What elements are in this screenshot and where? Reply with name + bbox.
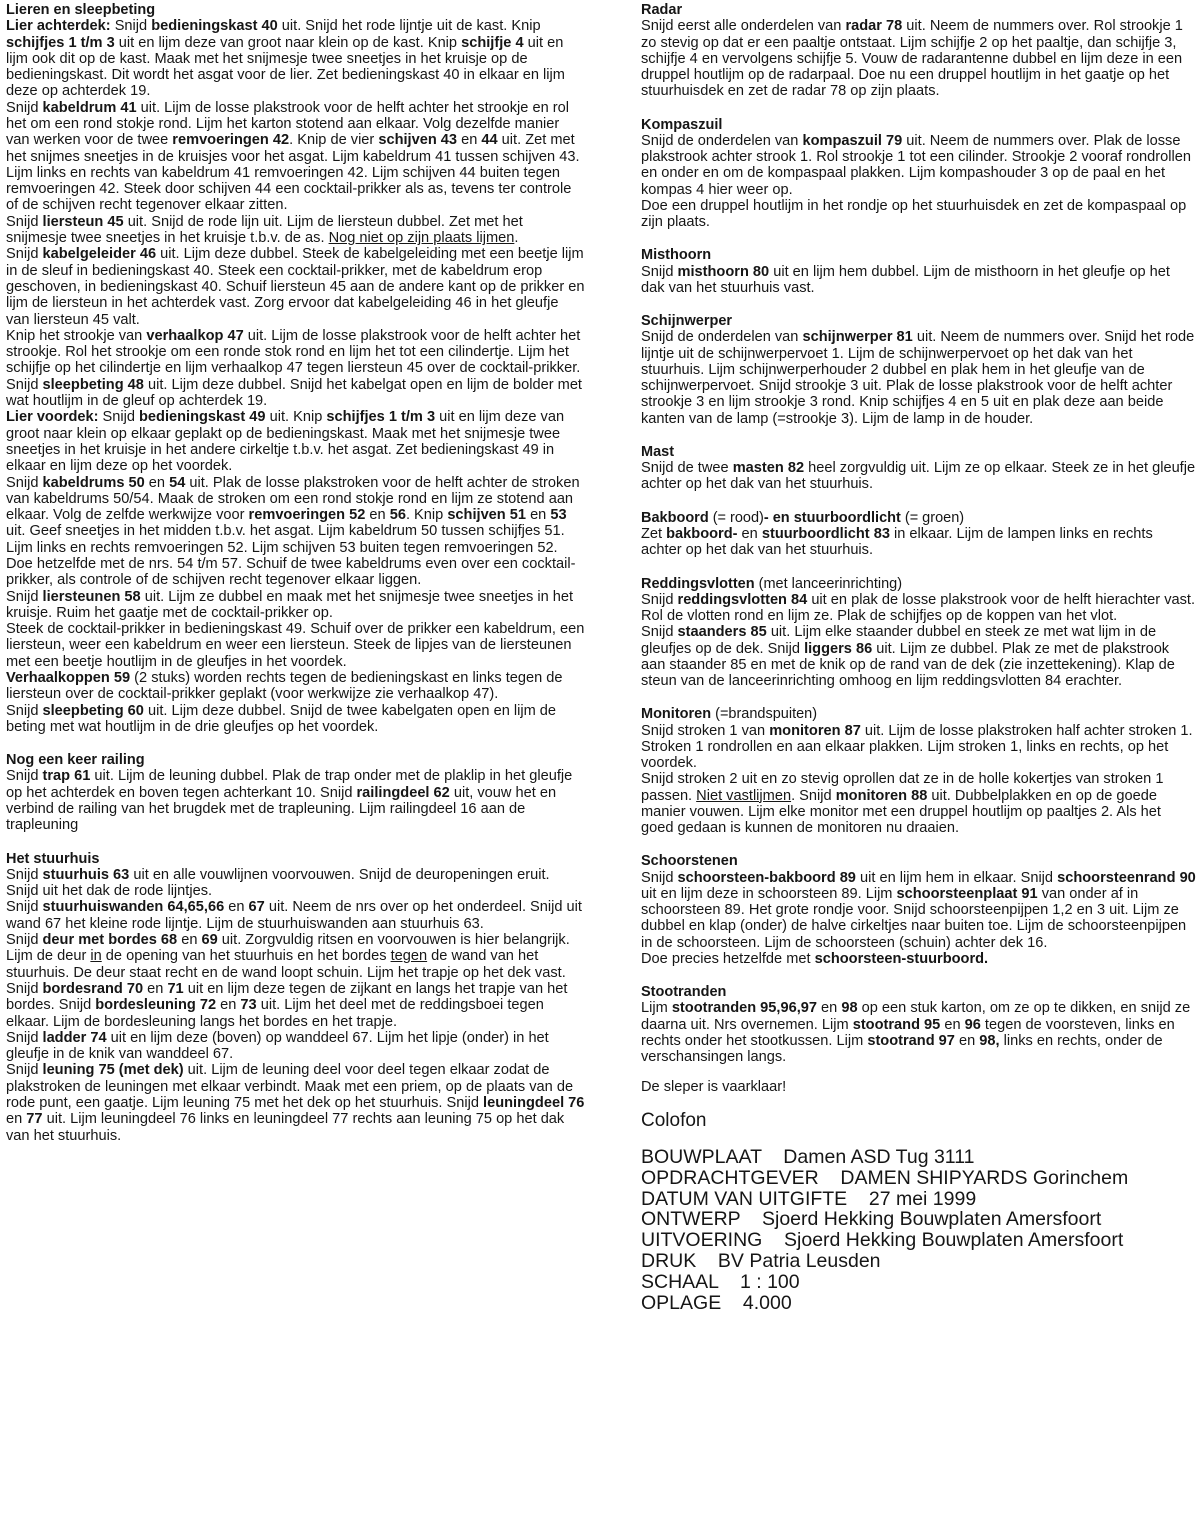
paragraph: Knip het strookje van verhaalkop 47 uit. Lijm de losse plakstrook voor de helft achter het strookje. Rol het strookje om een ronde stok rond en lijm het tot een cilindertje. Lijm het schijfje op het cilindertje en lijm verhaalkop 47 tegen liersteun 45 over de cocktail-prikker. xyxy=(6,327,581,377)
colofon-line: OPDRACHTGEVER DAMEN SHIPYARDS Gorinchem xyxy=(641,1166,1129,1189)
colofon-line: ONTWERP Sjoerd Hekking Bouwplaten Amersfoort xyxy=(641,1208,1102,1231)
paragraph: Snijd deur met bordes 68 en 69 uit. Zorgvuldig ritsen en voorvouwen is hier belangrijk. Lijm de deur in de opening van het stuurhuis en het bordes tegen de wand van het stuurhuis. De deur staat recht en de wand loopt schuin. Lijm het trapje op het dek vast. xyxy=(6,932,570,981)
section-nog-een-keer-railing xyxy=(6,752,586,833)
paragraph: Snijd de twee masten 82 heel zorgvuldig uit. Lijm ze op elkaar. Steek ze in het gleufje achter op het dak van het stuurhuis. xyxy=(641,460,1196,493)
section-radar xyxy=(641,2,1197,100)
section-heading: Het stuurhuis xyxy=(6,850,100,867)
paragraph: Lier voordek: Snijd bedieningskast 49 uit. Knip schijfjes 1 t/m 3 uit en lijm deze van groot naar klein op elkaar geplakt op de bedieningskast. Maak met het snijmesje twee sneetjes in het kruisje in het andere cirkeltje t.b.v. het asgat. Zet bedieningskast 49 in elkaar en lijm deze op het voordek. xyxy=(6,409,565,475)
paragraph: Snijd stuurhuis 63 uit en alle vouwlijnen voorvouwen. Snijd de deuropeningen eruit. Snijd uit het dak de rode lijntjes. xyxy=(6,866,550,900)
colofon-line: UITVOERING Sjoerd Hekking Bouwplaten Amersfoort xyxy=(641,1229,1124,1252)
paragraph: Snijd sleepbeting 60 uit. Lijm deze dubbel. Snijd de twee kabelgaten open en lijm de beting met wat houtlijm in de drie gleufjes op het voordek. xyxy=(6,702,557,735)
section-kompaszuil xyxy=(641,117,1197,231)
paragraph: Snijd bordesrand 70 en 71 uit en lijm deze tegen de zijkant en langs het trapje van het bordes. Snijd bordesleuning 72 en 73 uit. Lijm het deel met de reddingsboei tegen elkaar. Lijm de bordesleuning langs het bordes en het trapje. xyxy=(6,980,568,1030)
section-heading: Stootranden xyxy=(641,984,727,1001)
section-stootranden xyxy=(641,984,1197,1065)
paragraph: Snijd ladder 74 uit en lijm deze (boven) op wanddeel 67. Lijm het lipje (onder) in het gleufje in de knik van wanddeel 67. xyxy=(6,1029,549,1063)
colofon-line: DRUK BV Patria Leusden xyxy=(641,1250,881,1273)
paragraph: Snijd sleepbeting 48 uit. Lijm deze dubbel. Snijd het kabelgat open en lijm de bolder met wat houtlijm in de gleuf op achterdek 19. xyxy=(6,376,582,410)
paragraph: Snijd leuning 75 (met dek) uit. Lijm de leuning deel voor deel tegen elkaar zodat de plakstroken de leuningen met elkaar verbindt. Maak met een priem, op de plaats van de rode punt, een gaatje. Lijm leuning 75 met het dek op het stuurhuis. Snijd leuningdeel 76 en 77 uit. Lijm leuningdeel 76 links en leuningdeel 77 rechts aan leuning 75 op het dak van het stuurhuis. xyxy=(6,1062,585,1144)
paragraph: Snijd staanders 85 uit. Lijm elke staander dubbel en steek ze met wat lijm in de gleufjes op de dek. Snijd liggers 86 uit. Lijm ze dubbel. Plak ze met de plakstrook aan staander 85 en met de knik op de rand van de dek (zie inzettekening). Klap de steun van de lanceerinrichting omhoog en lijm reddingsvlotten 84 erachter. xyxy=(641,624,1175,690)
section-heading: Reddingsvlotten (met lanceerinrichting) xyxy=(641,575,903,592)
paragraph: Snijd schoorsteen-bakboord 89 uit en lijm hem in elkaar. Snijd schoorsteenrand 90 uit en lijm deze in schoorsteen 89. Lijm schoorsteenplaat 91 van onder af in schoorsteen 89. Het grote rondje voor. Snijd schoorsteenpijpen 1,2 en 3 uit. Lijm ze dubbel en klap (onder) de halve cirkeltjes naar buiten toe. Lijm de schoorsteenpijpen in de schoorsteen. Lijm de schoorsteen (schuin) achter dek 16. xyxy=(641,869,1196,951)
paragraph: Snijd kabelgeleider 46 uit. Lijm deze dubbel. Steek de kabelgeleiding met een beetje lijm in de sleuf in bedieningskast 40. Steek een cocktail-prikker, met de kabeldrum erop geschoven, in bedieningskast 40. Schuif liersteun 45 aan de andere kant op de prikker en lijm de liersteun in het achterdek vast. Zorg ervoor dat kabelgeleiding 46 in het gleufje van liersteun 45 valt. xyxy=(6,246,585,328)
paragraph: Snijd reddingsvlotten 84 uit en plak de losse plakstrook voor de helft hierachter vast. Rol de vlotten rond en lijm ze. Plak de schijfjes op de koppen van het vlot. xyxy=(641,591,1196,625)
paragraph: Snijd liersteunen 58 uit. Lijm ze dubbel en maak met het snijmesje twee sneetjes in het kruisje. Ruim het gaatje met de cocktail-prikker op. xyxy=(6,588,574,621)
section-heading: Kompaszuil xyxy=(641,116,723,133)
section-het-stuurhuis xyxy=(6,851,586,1144)
left-column xyxy=(6,2,586,1144)
section-schoorstenen xyxy=(641,853,1197,967)
section-heading: Schijnwerper xyxy=(641,313,733,330)
paragraph: Snijd stuurhuiswanden 64,65,66 en 67 uit. Neem de nrs over op het onderdeel. Snijd uit wand 67 het kleine rode lijntje. Lijm de stuurhuiswanden aan stuurhuis 63. xyxy=(6,899,582,932)
paragraph: Lier achterdek: Snijd bedieningskast 40 uit. Snijd het rode lijntje uit de kast. Knip schijfjes 1 t/m 3 uit en lijm deze van groot naar klein op de kast. Knip schijfje 4 uit en lijm ook dit op de kast. Maak met het snijmesje twee sneetjes in het kruisje op de bedieningskast. Dit wordt het asgat voor de lier. Zet bedieningskast 40 in elkaar en lijm deze op achterdek 19. xyxy=(6,18,565,100)
colofon-line: BOUWPLAAT Damen ASD Tug 3111 xyxy=(641,1145,975,1168)
section-misthoorn xyxy=(641,247,1197,296)
paragraph: Lijm stootranden 95,96,97 en 98 op een stuk karton, om ze op te dikken, en snijd ze daarna uit. Nrs overnemen. Lijm stootrand 95 en 96 tegen de voorsteven, links en rechts onder het stootkussen. Lijm stootrand 97 en 98, links en rechts, onder de verschansingen langs. xyxy=(641,1000,1191,1066)
paragraph: Doe een druppel houtlijm in het rondje op het stuurhuisdek en zet de kompaspaal op zijn plaats. xyxy=(641,197,1187,231)
paragraph: Snijd stroken 1 van monitoren 87 uit. Lijm de losse plakstroken half achter stroken 1. Stroken 1 rondrollen en aan elkaar plakken. Lijm stroken 1, links en rechts, op het voordek. xyxy=(641,722,1193,772)
paragraph: Snijd kabeldrums 50 en 54 uit. Plak de losse plakstroken voor de helft achter de stroken van kabeldrums 50/54. Maak de stroken om een rond stokje rond en lijm ze stotend aan elkaar. Volg de zelfde werkwijze voor remvoeringen 52 en 56. Knip schijven 51 en 53 uit. Geef sneetjes in het midden t.b.v. het asgat. Lijm kabeldrum 50 tussen schijfjes 51. Lijm links en rechts remvoeringen 52. Lijm schijven 53 buiten tegen remvoeringen 52. Doe hetzelfde met de nrs. 54 t/m 57. Schuif de twee kabeldrums even over een cocktail-prikker, als controle of de schijven recht tegenover elkaar liggen. xyxy=(6,474,580,589)
colofon-line: OPLAGE 4.000 xyxy=(641,1292,792,1315)
paragraph: Doe precies hetzelfde met schoorsteen-stuurboord. xyxy=(641,950,989,967)
colofon-line: DATUM VAN UITGIFTE 27 mei 1999 xyxy=(641,1187,977,1210)
closing-line: De sleper is vaarklaar! xyxy=(641,1079,787,1096)
section-mast xyxy=(641,444,1197,493)
right-column xyxy=(641,2,1197,1314)
colofon-title: Colofon xyxy=(641,1109,707,1131)
paragraph: Snijd misthoorn 80 uit en lijm hem dubbel. Lijm de misthoorn in het gleufje op het dak van het stuurhuis vast. xyxy=(641,263,1170,296)
paragraph: Verhaalkoppen 59 (2 stuks) worden rechts tegen de bedieningskast en links tegen de liersteun over de cocktail-prikker geplakt (voor werkwijze zie verhaalkop 47). xyxy=(6,670,563,703)
paragraph: Snijd trap 61 uit. Lijm de leuning dubbel. Plak de trap onder met de plaklip in het gleufje op het achterdek en boven tegen achterkant 10. Snijd railingdeel 62 uit, vouw het en verbind de railing van het brugdek met de trapleuning. Lijm railingdeel 16 aan de trapleuning xyxy=(6,768,573,834)
section-heading: Schoorstenen xyxy=(641,853,738,870)
paragraph: Snijd de onderdelen van kompaszuil 79 uit. Neem de nummers over. Plak de losse plakstrook achter strook 1. Rol strookje 1 tot een cilinder. Strookje 2 vooraf rondrollen en onder en om de kompaspaal plakken. Lijm kompashouder 3 op de paal en het kompas 4 hier weer op. xyxy=(641,132,1191,198)
colofon-line: SCHAAL 1 : 100 xyxy=(641,1271,800,1294)
section-schijnwerper xyxy=(641,313,1197,427)
paragraph: Zet bakboord- en stuurboordlicht 83 in elkaar. Lijm de lampen links en rechts achter op het dak van het stuurhuis. xyxy=(641,526,1153,559)
paragraph: Snijd stroken 2 uit en zo stevig oprollen dat ze in de holle kokertjes van stroken 1 passen. Niet vastlijmen. Snijd monitoren 88 uit. Dubbelplakken en op de goede manier vouwen. Lijm elke monitor met een druppel houtlijm op paaltjes 2. Als het goed gedaan is kunnen de monitoren nu draaien. xyxy=(641,771,1164,837)
colofon-list xyxy=(641,1147,1197,1314)
section-lieren-en-sleepbeting xyxy=(6,2,586,735)
section-bakboord-rood-en-stuurboordlicht-groen xyxy=(641,510,1197,559)
section-heading: Misthoorn xyxy=(641,247,712,264)
section-heading: Lieren en sleepbeting xyxy=(6,2,156,18)
section-heading: Radar xyxy=(641,2,683,18)
section-heading: Monitoren (=brandspuiten) xyxy=(641,706,818,723)
section-heading: Mast xyxy=(641,443,675,460)
section-monitoren-brandspuiten xyxy=(641,706,1197,836)
section-heading: Bakboord (= rood)- en stuurboordlicht (= groen) xyxy=(641,509,965,526)
right-sections xyxy=(641,2,1197,1065)
paragraph: Steek de cocktail-prikker in bedieningskast 49. Schuif over de prikker een kabeldrum, een liersteun, weer een kabeldrum en weer een liersteun. Steek de lipjes van de liersteunen met een beetje houtlijm in de gleufjes in het voordek. xyxy=(6,621,585,670)
paragraph: Snijd eerst alle onderdelen van radar 78 uit. Neem de nummers over. Rol strookje 1 zo stevig op dat er een paaltje ontstaat. Lijm schijfje 2 op het paaltje, dan schijfje 3, schijfje 4 en vervolgens schijfje 5. Vouw de radarantenne dubbel en lijm deze in een druppel houtlijm op de radarpaal. Doe nu een druppel houtlijm in het gaatje op het stuurhuisdek en zet de radar 78 op zijn plaats. xyxy=(641,18,1183,100)
section-reddingsvlotten-met-lanceerinrichting xyxy=(641,576,1197,690)
paragraph: Snijd kabeldrum 41 uit. Lijm de losse plakstrook voor de helft achter het strookje en rol het om een rond stokje rond. Lijm het karton stotend aan elkaar. Volg dezelfde manier van werken voor de twee remvoeringen 42. Knip de vier schijven 43 en 44 uit. Zet met het snijmes sneetjes in de kruisjes voor het asgat. Lijm kabeldrum 41 tussen schijven 43. Lijm links en rechts van kabeldrum 41 remvoeringen 42. Lijm schijven 44 buiten tegen remvoeringen 42. Steek door schijven 44 een cocktail-prikker als as, tevens ter controle of de schijven recht tegenover elkaar zitten. xyxy=(6,99,580,214)
paragraph: Snijd liersteun 45 uit. Snijd de rode lijn uit. Lijm de liersteun dubbel. Zet met het snijmesje twee sneetjes in het kruisje t.b.v. de as. Nog niet op zijn plaats lijmen. xyxy=(6,213,523,247)
paragraph: Snijd de onderdelen van schijnwerper 81 uit. Neem de nummers over. Snijd het rode lijntje uit de schijnwerpervoet 1. Lijm de schijnwerpervoet op het dak van het stuurhuis. Lijm schijnwerperhouder 2 dubbel en plak hem in het gleufje van de schijnwerpervoet. Snijd strookje 3 uit. Plak de losse plakstrook voor de helft achter strookje 3 en lijm strookje 3 rond. Knip schijfjes 4 en 5 uit en plak deze aan beide kanten van de lamp (=strookje 3). Lijm de lamp in de houder. xyxy=(641,329,1195,427)
section-heading: Nog een keer railing xyxy=(6,752,145,769)
